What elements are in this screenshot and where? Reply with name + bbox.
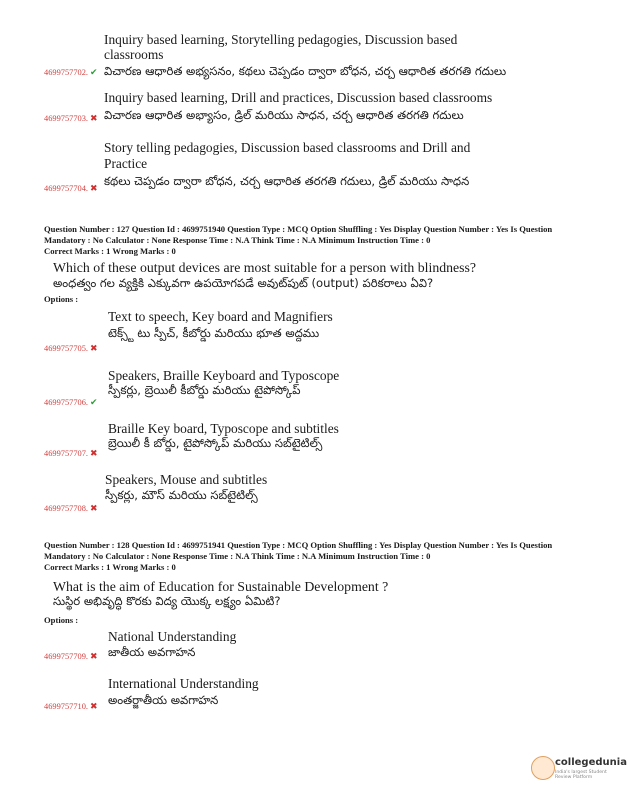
wrong-cross-icon: ✖ xyxy=(89,113,98,123)
option-text-te: టెక్స్ట్ టు స్పీచ్, కీబోర్డు మరియు భూత అద్దము xyxy=(108,326,320,340)
mascot-icon xyxy=(531,756,555,780)
wrong-cross-icon: ✖ xyxy=(89,651,98,661)
options-label: Options : xyxy=(44,615,79,625)
question-text-te: అంధత్వం గల వ్యక్తికి ఎక్కువగా ఉపయోగపడే అవుట్‌పుట్ (output) పరికరాలు ఏవి? xyxy=(53,276,434,290)
option-text-en-cont: classrooms xyxy=(104,47,164,62)
wrong-cross-icon: ✖ xyxy=(89,183,98,193)
option-id: 4699757706. ✔ xyxy=(44,397,98,407)
wrong-cross-icon: ✖ xyxy=(89,343,98,353)
option-text-te: జాతీయ అవగాహన xyxy=(108,645,196,659)
question-text-te: సుస్థిర అభివృద్ధి కొరకు విద్య యొక్క లక్ష్యం ఏమిటి? xyxy=(53,594,281,608)
option-text-te: బ్రెయిలీ కీ బోర్డు, టైపోస్కోప్ మరియు సబ్‌టైటిల్స్ xyxy=(108,436,323,450)
wrong-cross-icon: ✖ xyxy=(89,701,98,711)
question-marks: Correct Marks : 1 Wrong Marks : 0 xyxy=(44,562,176,572)
question-meta: Mandatory : No Calculator : None Response Time : N.A Think Time : N.A Minimum Instruction Time : 0 xyxy=(44,235,431,245)
logo-name: collegedunia xyxy=(555,757,627,768)
option-id: 4699757705. ✖ xyxy=(44,343,98,353)
correct-check-icon: ✔ xyxy=(89,67,98,77)
option-text-te: విచారణ ఆధారిత అభ్యసనం, కథలు చెప్పడం ద్వారా బోధన, చర్చ ఆధారిత తరగతి గదులు xyxy=(104,64,507,78)
option-id: 4699757709. ✖ xyxy=(44,651,98,661)
option-id: 4699757707. ✖ xyxy=(44,448,98,458)
question-text-en: Which of these output devices are most suitable for a person with blindness? xyxy=(53,260,476,275)
question-text-en: What is the aim of Education for Sustainable Development ? xyxy=(53,579,389,594)
wrong-cross-icon: ✖ xyxy=(89,503,98,513)
correct-check-icon: ✔ xyxy=(89,397,98,407)
option-text-en-cont: Practice xyxy=(104,156,148,171)
option-text-te: కథలు చెప్పడం ద్వారా బోధన, చర్చ ఆధారిత తరగతి గదులు, డ్రిల్ మరియు సాధన xyxy=(104,174,470,188)
option-text-en: National Understanding xyxy=(108,629,237,644)
option-text-en: Inquiry based learning, Drill and practices, Discussion based classrooms xyxy=(104,90,493,105)
option-text-en: Speakers, Mouse and subtitles xyxy=(105,472,268,487)
option-id: 4699757702. ✔ xyxy=(44,67,98,77)
question-marks: Correct Marks : 1 Wrong Marks : 0 xyxy=(44,246,176,256)
option-id: 4699757704. ✖ xyxy=(44,183,98,193)
option-text-en: Braille Key board, Typoscope and subtitles xyxy=(108,421,339,436)
option-id: 4699757708. ✖ xyxy=(44,503,98,513)
collegedunia-logo xyxy=(531,750,627,786)
option-text-te: స్పీకర్లు, బ్రెయిలీ కీబోర్డు మరియు టైపోస్కోప్ xyxy=(108,383,301,397)
options-label: Options : xyxy=(44,294,79,304)
logo-tagline: India's largest Student Review Platform xyxy=(555,770,607,780)
option-text-en: Story telling pedagogies, Discussion based classrooms and Drill and xyxy=(104,140,471,155)
option-id: 4699757703. ✖ xyxy=(44,113,98,123)
option-text-te: అంతర్జాతీయ అవగాహన xyxy=(108,693,219,707)
option-text-te: విచారణ ఆధారిత అభ్యాసం, డ్రిల్ మరియు సాధన, చర్చ ఆధారిత తరగతి గదులు xyxy=(104,108,464,122)
option-text-te: స్పీకర్లు, మౌస్ మరియు సబ్‌టైటిల్స్ xyxy=(105,488,258,502)
option-text-en: International Understanding xyxy=(108,676,259,691)
option-id: 4699757710. ✖ xyxy=(44,701,98,711)
question-meta: Question Number : 128 Question Id : 4699751941 Question Type : MCQ Option Shuffling : Yes Display Question Number : Yes Is Question xyxy=(44,540,553,550)
question-meta: Mandatory : No Calculator : None Response Time : N.A Think Time : N.A Minimum Instruction Time : 0 xyxy=(44,551,431,561)
option-text-en: Speakers, Braille Keyboard and Typoscope xyxy=(108,368,340,383)
wrong-cross-icon: ✖ xyxy=(89,448,98,458)
option-text-en: Text to speech, Key board and Magnifiers xyxy=(108,309,333,324)
option-text-en: Inquiry based learning, Storytelling pedagogies, Discussion based xyxy=(104,32,458,47)
question-meta: Question Number : 127 Question Id : 4699751940 Question Type : MCQ Option Shuffling : Yes Display Question Number : Yes Is Question xyxy=(44,224,553,234)
